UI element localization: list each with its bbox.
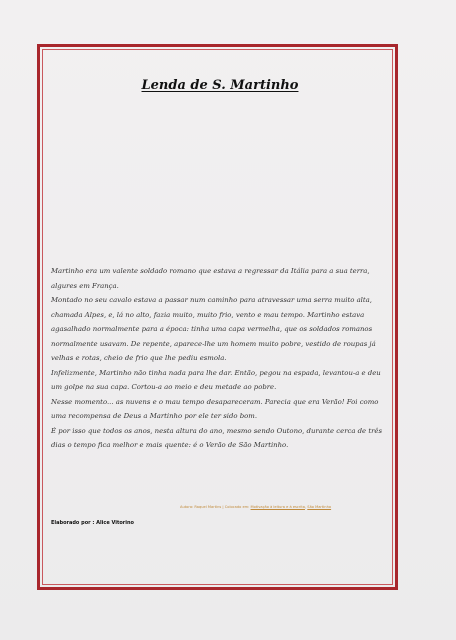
document-title: Lenda de S. Martinho [141,78,299,93]
credit-author: Autora: Raquel Martins [180,505,222,509]
prepared-by: Elaborado por : Alice Vitorino [51,520,134,526]
credit-comma: , [305,505,308,509]
paragraph-3: Infelizmente, Martinho não tinha nada para lhe dar. Então, pegou na espada, levantou-a e deu um golpe na sua capa. Cortou-a ao meio e deu metade ao pobre. [51,368,381,391]
story-body [51,264,389,453]
paragraph-1: Martinho era um valente soldado romano que estava a regressar da Itália para a sua terra, algures em França. [51,267,370,290]
paragraph-4: Nesse momento... as nuvens e o mau tempo desapareceram. Parecia que era Verão! Foi como uma recompensa de Deus a Martinho por ele ter sido bom. [51,397,379,420]
paragraph-5: É por isso que todos os anos, nesta altura do ano, mesmo sendo Outono, durante cerca de três dias o tempo fica melhor e mais quente: é o Verão de São Martinho. [51,426,383,449]
category-link-reading[interactable]: Motivação à leitura e à escrita [250,505,305,509]
post-credit [180,505,402,509]
category-link-sao-martinho[interactable]: São Martinho [307,505,332,509]
credit-posted-label: Colocado em: [224,505,251,509]
credit-separator: | [221,505,225,509]
paragraph-2: Montado no seu cavalo estava a passar num caminho para atravessar uma serra muito alta, chamada Alpes, e, lá no alto, fazia muito, muito frio, vento e mau tempo. Martinho estava agasalhado normalmente para a época: tinha uma capa vermelha, que os soldados romanos normalmente usavam. De repente, aparece-lhe um homem muito pobre, vestido de roupas já velhas e rotas, cheio de frio que lhe pediu esmola. [51,296,376,362]
